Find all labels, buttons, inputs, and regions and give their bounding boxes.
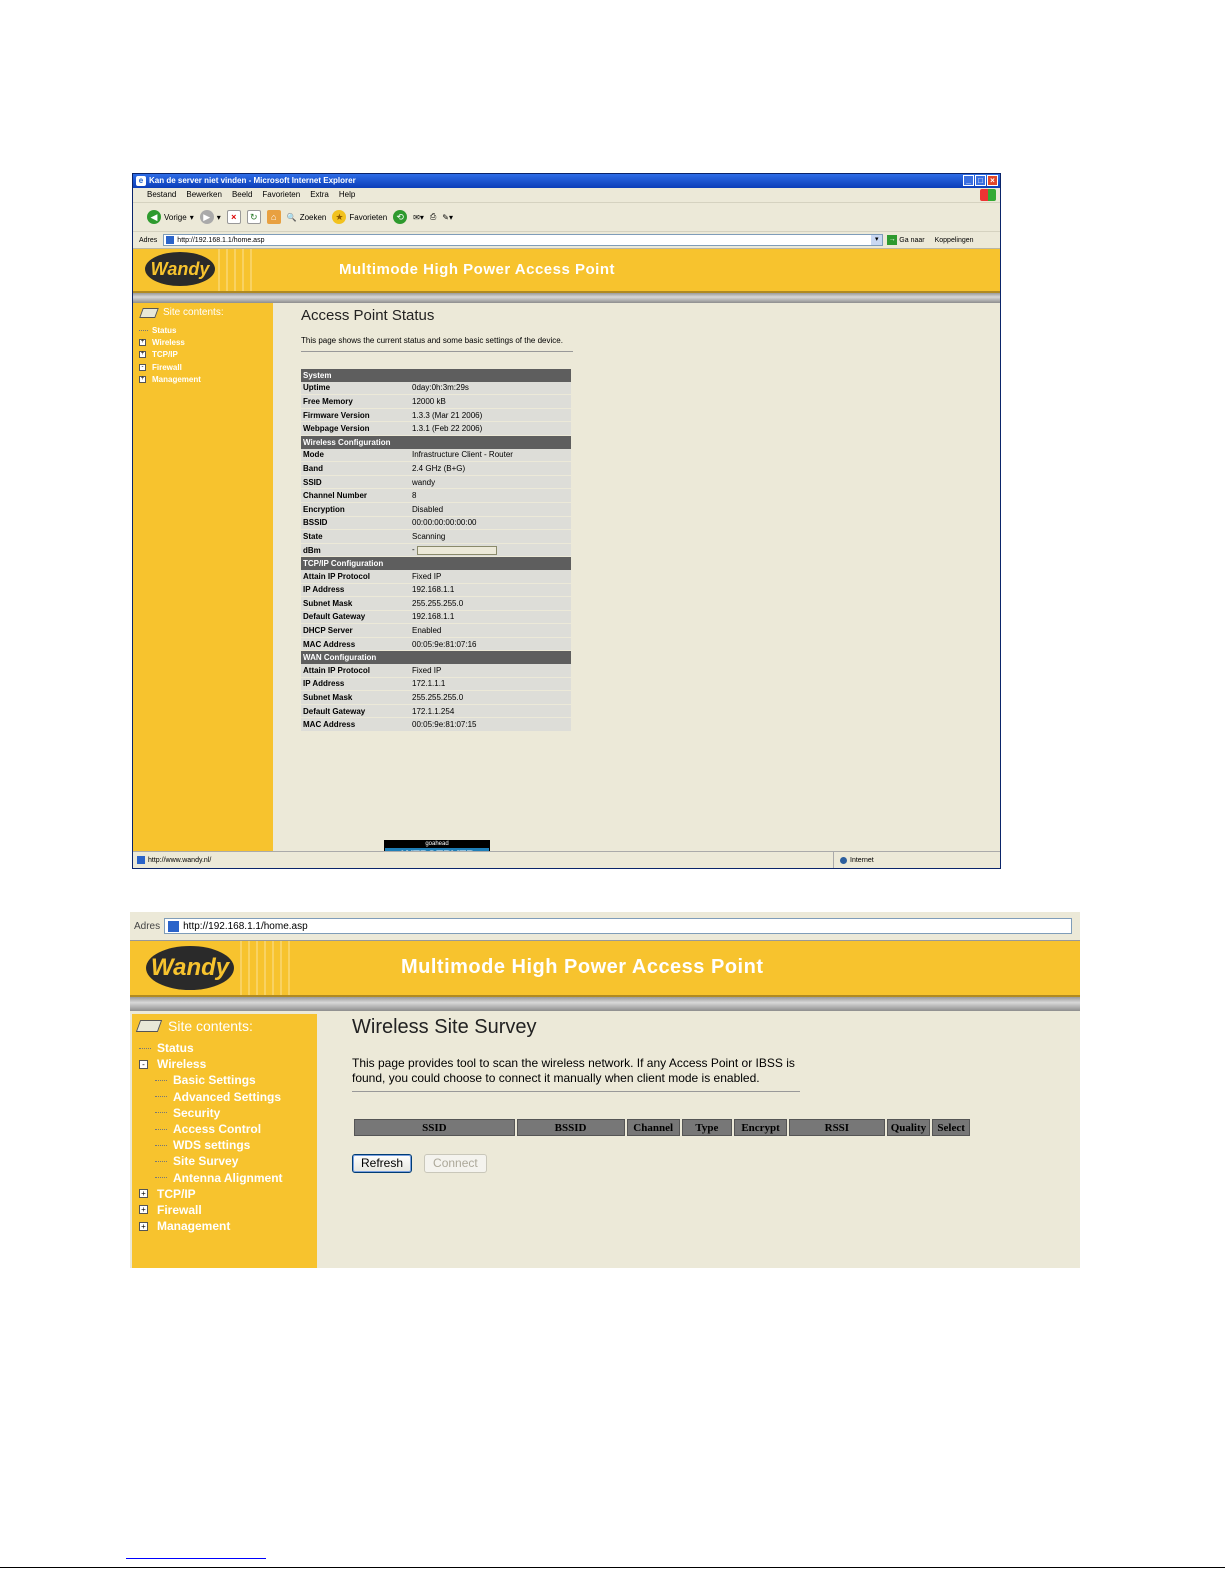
signal-strength-bar bbox=[417, 546, 497, 555]
menu-favorieten[interactable]: Favorieten bbox=[262, 190, 301, 199]
row-value: 172.1.1.1 bbox=[410, 677, 571, 691]
address-input[interactable] bbox=[163, 234, 883, 246]
status-table bbox=[301, 369, 571, 732]
back-label: Vorige bbox=[164, 212, 187, 222]
row-value: 00:05:9e:81:07:15 bbox=[410, 718, 571, 732]
table-row bbox=[301, 543, 571, 557]
table-row bbox=[301, 408, 571, 422]
row-value: Infrastructure Client - Router bbox=[410, 449, 571, 462]
sidebar-item-label: Basic Settings bbox=[173, 1073, 256, 1088]
row-label: Webpage Version bbox=[301, 422, 410, 436]
page-banner bbox=[130, 941, 1080, 997]
menu-bewerken[interactable]: Bewerken bbox=[186, 190, 222, 199]
row-label: Subnet Mask bbox=[301, 597, 410, 611]
row-label: Band bbox=[301, 462, 410, 476]
sidebar-item-site-survey[interactable] bbox=[139, 1153, 317, 1169]
stop-icon[interactable]: × bbox=[227, 210, 241, 224]
expand-icon[interactable]: + bbox=[139, 1205, 148, 1214]
sidebar-item-tcp-ip[interactable] bbox=[139, 349, 273, 361]
address-url: http://192.168.1.1/home.asp bbox=[183, 920, 308, 932]
sidebar-item-tcp-ip[interactable] bbox=[139, 1186, 317, 1202]
page-icon bbox=[166, 236, 174, 244]
maximize-button[interactable]: □ bbox=[975, 175, 986, 186]
row-label: Default Gateway bbox=[301, 704, 410, 718]
sidebar-item-advanced-settings[interactable] bbox=[139, 1089, 317, 1105]
logo-text: Wandy bbox=[150, 954, 230, 981]
column-header-bssid: BSSID bbox=[517, 1119, 625, 1136]
row-label: SSID bbox=[301, 475, 410, 489]
column-header-ssid: SSID bbox=[354, 1119, 515, 1136]
row-value: 1.3.3 (Mar 21 2006) bbox=[410, 408, 571, 422]
row-value: 2.4 GHz (B+G) bbox=[410, 462, 571, 476]
row-label: IP Address bbox=[301, 583, 410, 597]
table-row bbox=[301, 677, 571, 691]
edit-icon[interactable]: ✎▾ bbox=[442, 212, 454, 222]
table-row bbox=[301, 382, 571, 395]
wandy-logo bbox=[145, 252, 215, 286]
page-bottom-rule bbox=[0, 1567, 1225, 1568]
table-row bbox=[301, 704, 571, 718]
search-button[interactable] bbox=[287, 213, 327, 222]
column-header-channel: Channel bbox=[627, 1119, 680, 1136]
site-contents-icon bbox=[136, 1020, 162, 1032]
section-title: TCP/IP Configuration bbox=[301, 557, 571, 570]
security-zone: Internet bbox=[833, 852, 1000, 868]
row-value: 00:00:00:00:00:00 bbox=[410, 516, 571, 530]
print-icon[interactable]: ⎙ bbox=[429, 212, 437, 221]
sidebar-item-label: Firewall bbox=[157, 1202, 202, 1217]
sidebar-item-label: Site Survey bbox=[173, 1154, 239, 1169]
footer-link-rule bbox=[126, 1558, 266, 1559]
table-row bbox=[301, 610, 571, 624]
row-label: Mode bbox=[301, 449, 410, 462]
row-value: 0day:0h:3m:29s bbox=[410, 382, 571, 395]
row-label: Attain IP Protocol bbox=[301, 570, 410, 583]
site-survey-table bbox=[352, 1117, 972, 1138]
address-url: http://192.168.1.1/home.asp bbox=[177, 236, 265, 244]
mail-icon[interactable]: ✉▾ bbox=[413, 212, 424, 222]
sidebar-item-wireless[interactable] bbox=[139, 336, 273, 348]
menu-help[interactable]: Help bbox=[338, 190, 356, 199]
banner-divider bbox=[133, 293, 1000, 303]
address-label: Adres bbox=[134, 920, 161, 932]
row-label: State bbox=[301, 530, 410, 544]
expand-icon[interactable]: + bbox=[140, 375, 145, 382]
row-label: dBm bbox=[301, 543, 410, 557]
row-label: IP Address bbox=[301, 677, 410, 691]
refresh-button[interactable]: Refresh bbox=[352, 1154, 412, 1173]
sidebar-item-wds-settings[interactable] bbox=[139, 1137, 317, 1153]
section-title: System bbox=[301, 369, 571, 382]
collapse-icon[interactable]: - bbox=[139, 1060, 148, 1069]
back-button[interactable] bbox=[147, 210, 194, 224]
section-header bbox=[301, 651, 571, 664]
table-row bbox=[301, 624, 571, 638]
search-label: Zoeken bbox=[299, 212, 327, 222]
section-title: Wireless Configuration bbox=[301, 435, 571, 448]
sidebar-item-security[interactable] bbox=[139, 1105, 317, 1121]
sidebar-item-access-control[interactable] bbox=[139, 1121, 317, 1137]
history-icon[interactable]: ⟲ bbox=[393, 210, 407, 224]
favorites-button[interactable] bbox=[332, 210, 387, 224]
table-row bbox=[301, 516, 571, 530]
table-row bbox=[301, 597, 571, 611]
links-button[interactable]: Koppelingen bbox=[934, 236, 974, 244]
forward-button[interactable] bbox=[200, 210, 221, 224]
sidebar-item-status[interactable] bbox=[139, 324, 273, 336]
address-dropdown-icon[interactable]: ▾ bbox=[871, 235, 882, 245]
table-row bbox=[301, 570, 571, 583]
forward-arrow-icon: ▶ bbox=[200, 210, 214, 224]
column-header-encrypt: Encrypt bbox=[734, 1119, 787, 1136]
table-row bbox=[301, 502, 571, 516]
address-input[interactable] bbox=[164, 918, 1072, 934]
sidebar-item-label: TCP/IP bbox=[152, 350, 178, 360]
column-header-quality: Quality bbox=[887, 1119, 931, 1136]
globe-icon bbox=[840, 857, 847, 864]
sidebar-item-label: TCP/IP bbox=[157, 1186, 196, 1201]
site-contents-sidebar bbox=[132, 1014, 317, 1268]
row-label: Firmware Version bbox=[301, 408, 410, 422]
go-label: Ga naar bbox=[899, 236, 925, 244]
standard-toolbar bbox=[133, 203, 1000, 232]
sidebar-item-management[interactable] bbox=[139, 1218, 317, 1234]
banner-divider bbox=[130, 997, 1080, 1011]
star-icon: ★ bbox=[332, 210, 346, 224]
table-row bbox=[301, 395, 571, 409]
address-bar bbox=[130, 912, 1080, 941]
page-title: Access Point Status bbox=[301, 307, 435, 324]
row-value: 192.168.1.1 bbox=[410, 610, 571, 624]
sidebar-item-management[interactable] bbox=[139, 373, 273, 385]
page-description: This page provides tool to scan the wireless network. If any Access Point or IBSS is found, you could choose to connect it manually when client mode is enabled. bbox=[352, 1056, 795, 1085]
table-row bbox=[301, 475, 571, 489]
close-button[interactable]: × bbox=[987, 175, 998, 186]
sidebar-item-label: Management bbox=[157, 1219, 231, 1234]
banner-title: Multimode High Power Access Point bbox=[401, 956, 764, 978]
menu-bar bbox=[133, 188, 1000, 203]
row-value: 00:05:9e:81:07:16 bbox=[410, 637, 571, 651]
sidebar-item-label: Firewall bbox=[152, 362, 182, 372]
table-row bbox=[301, 637, 571, 651]
row-value: Disabled bbox=[410, 502, 571, 516]
sidebar-item-label: Access Control bbox=[173, 1122, 262, 1137]
divider bbox=[352, 1091, 800, 1092]
status-bar bbox=[133, 851, 1000, 868]
site-contents-sidebar bbox=[133, 303, 273, 858]
table-row bbox=[301, 583, 571, 597]
expand-icon[interactable]: + bbox=[139, 1222, 148, 1231]
minimize-button[interactable]: _ bbox=[963, 175, 974, 186]
site-contents-heading: Site contents: bbox=[133, 303, 273, 318]
window-title: Kan de server niet vinden - Microsoft Internet Explorer bbox=[149, 176, 356, 185]
divider bbox=[301, 351, 573, 352]
sidebar-item-label: Advanced Settings bbox=[173, 1089, 282, 1104]
windows-logo-icon bbox=[980, 189, 996, 201]
expand-icon[interactable]: + bbox=[139, 1189, 148, 1198]
row-value: Enabled bbox=[410, 624, 571, 638]
row-label: Default Gateway bbox=[301, 610, 410, 624]
sidebar-item-status[interactable] bbox=[139, 1040, 317, 1056]
sidebar-item-basic-settings[interactable] bbox=[139, 1072, 317, 1088]
table-row bbox=[301, 462, 571, 476]
back-arrow-icon: ◀ bbox=[147, 210, 161, 224]
favorites-label: Favorieten bbox=[349, 212, 388, 222]
row-label: MAC Address bbox=[301, 637, 410, 651]
page-icon bbox=[168, 921, 179, 932]
site-survey-screenshot bbox=[130, 912, 1080, 1268]
table-row bbox=[301, 664, 571, 677]
sidebar-item-label: Antenna Alignment bbox=[173, 1170, 283, 1185]
expand-icon[interactable]: + bbox=[140, 338, 145, 345]
address-label: Adres bbox=[139, 236, 158, 244]
sidebar-item-label: WDS settings bbox=[173, 1138, 251, 1153]
banner-title: Multimode High Power Access Point bbox=[339, 261, 615, 278]
row-label: MAC Address bbox=[301, 718, 410, 732]
sidebar-item-label: Wireless bbox=[152, 337, 185, 347]
page-description: This page shows the current status and some basic settings of the device. bbox=[301, 336, 563, 345]
row-value: wandy bbox=[410, 475, 571, 489]
row-value: Fixed IP bbox=[410, 570, 571, 583]
row-value: 192.168.1.1 bbox=[410, 583, 571, 597]
ie-window-screenshot bbox=[132, 173, 1001, 869]
row-value: 255.255.255.0 bbox=[410, 597, 571, 611]
table-row bbox=[301, 530, 571, 544]
row-value: 12000 kB bbox=[410, 395, 571, 409]
sidebar-item-label: Status bbox=[157, 1041, 194, 1056]
menu-extra[interactable]: Extra bbox=[310, 190, 329, 199]
row-label: BSSID bbox=[301, 516, 410, 530]
row-value: 1.3.1 (Feb 22 2006) bbox=[410, 422, 571, 436]
forward-dropdown-icon[interactable]: ▾ bbox=[216, 212, 221, 222]
column-header-rssi: RSSI bbox=[789, 1119, 884, 1136]
row-value: Scanning bbox=[410, 530, 571, 544]
status-url: http://www.wandy.nl/ bbox=[148, 856, 212, 864]
goahead-webserver-badge[interactable]: goahead bbox=[384, 840, 490, 864]
table-row bbox=[301, 449, 571, 462]
section-header bbox=[301, 435, 571, 448]
sidebar-item-firewall[interactable] bbox=[139, 361, 273, 373]
search-icon: 🔍 bbox=[286, 212, 297, 222]
sidebar-item-label: Wireless bbox=[157, 1057, 207, 1072]
address-bar bbox=[133, 232, 1000, 249]
page-banner bbox=[133, 249, 1000, 293]
sidebar-item-antenna-alignment[interactable] bbox=[139, 1170, 317, 1186]
row-label: Subnet Mask bbox=[301, 691, 410, 705]
menu-bestand[interactable]: Bestand bbox=[147, 190, 177, 199]
expand-icon[interactable]: + bbox=[140, 351, 145, 358]
collapse-icon[interactable]: - bbox=[139, 364, 146, 371]
row-value: 172.1.1.254 bbox=[410, 704, 571, 718]
sidebar-item-firewall[interactable] bbox=[139, 1202, 317, 1218]
column-header-type: Type bbox=[682, 1119, 732, 1136]
connect-button[interactable]: Connect bbox=[424, 1154, 487, 1173]
window-titlebar bbox=[133, 174, 1000, 188]
row-label: DHCP Server bbox=[301, 624, 410, 638]
sidebar-item-label: Security bbox=[173, 1105, 221, 1120]
site-contents-icon bbox=[139, 308, 159, 318]
status-content bbox=[301, 307, 573, 732]
home-icon[interactable]: ⌂ bbox=[267, 210, 281, 224]
row-label: Encryption bbox=[301, 502, 410, 516]
internet-explorer-icon: e bbox=[136, 176, 146, 186]
back-dropdown-icon[interactable]: ▾ bbox=[189, 212, 194, 222]
row-label: Attain IP Protocol bbox=[301, 664, 410, 677]
row-label: Uptime bbox=[301, 382, 410, 395]
table-row bbox=[301, 718, 571, 732]
row-label: Free Memory bbox=[301, 395, 410, 409]
column-header-select: Select bbox=[932, 1119, 970, 1136]
menu-beeld[interactable]: Beeld bbox=[231, 190, 253, 199]
section-header bbox=[301, 557, 571, 570]
row-value: 8 bbox=[410, 489, 571, 503]
site-contents-heading: Site contents: bbox=[132, 1014, 317, 1034]
survey-content bbox=[352, 1016, 972, 1173]
logo-text: Wandy bbox=[150, 259, 210, 279]
sidebar-item-label: Status bbox=[152, 325, 177, 335]
table-row bbox=[301, 422, 571, 436]
go-arrow-icon: → bbox=[888, 236, 896, 243]
section-header bbox=[301, 369, 571, 382]
row-value: - bbox=[410, 543, 571, 557]
row-label: Channel Number bbox=[301, 489, 410, 503]
section-title: WAN Configuration bbox=[301, 651, 571, 664]
row-value: 255.255.255.0 bbox=[410, 691, 571, 705]
page-icon bbox=[137, 856, 145, 864]
table-row bbox=[301, 489, 571, 503]
row-value: Fixed IP bbox=[410, 664, 571, 677]
webpage-area bbox=[133, 249, 1000, 858]
sidebar-item-label: Management bbox=[152, 374, 201, 384]
wandy-logo bbox=[146, 946, 234, 990]
table-row bbox=[301, 691, 571, 705]
page-title: Wireless Site Survey bbox=[352, 1016, 537, 1038]
refresh-icon[interactable]: ↻ bbox=[247, 210, 261, 224]
go-button[interactable] bbox=[887, 235, 924, 245]
sidebar-item-wireless[interactable] bbox=[139, 1056, 317, 1072]
